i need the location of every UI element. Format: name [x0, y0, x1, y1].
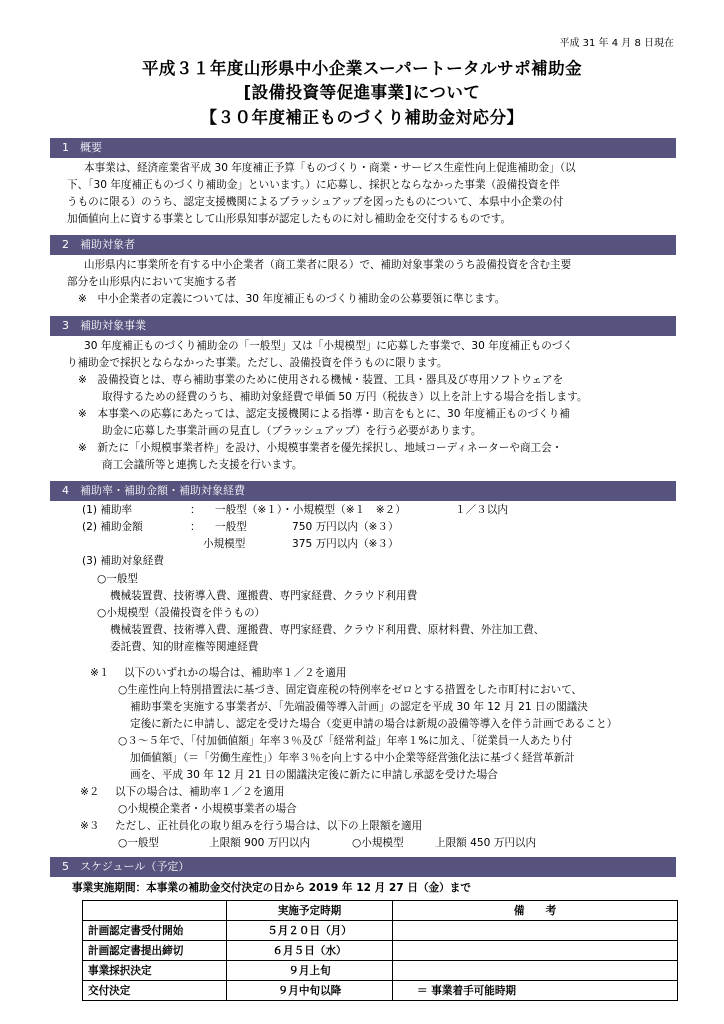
- projects-note: ※ 設備投資とは、専ら補助事業のために使用される機械・装置、工具・器具及び専用ソフトウェアを: [78, 374, 564, 386]
- overview-line: 加価値向上に資する事業として山形県知事が認定したものに対し補助金を交付するものです。: [67, 213, 512, 225]
- expense-general-items: 機械装置費、技術導入費、運搬費、専門家経費、クラウド利用費: [110, 590, 418, 602]
- projects-note: ※ 新たに「小規模事業者枠」を設け、小規模事業者を優先採択し、地域コーディネーターや商工会・: [78, 442, 563, 454]
- amount-general-type: 一般型: [215, 521, 247, 533]
- note2-condition: ○小規模企業者・小規模事業者の場合: [118, 803, 297, 815]
- table-cell: [393, 941, 678, 961]
- note3-text: ただし、正社員化の取り組みを行う場合は、以下の上限額を適用: [115, 820, 423, 832]
- table-cell: [393, 921, 678, 941]
- amount-small-type: 小規模型: [203, 538, 246, 550]
- table-header-row: [83, 901, 678, 921]
- note2-text: 以下の場合は、補助率１／２を適用: [115, 786, 285, 798]
- date-stamp: 平成 31 年 4 月 8 日現在: [559, 38, 674, 49]
- doc-title-line3: 【３０年度補正ものづくり補助金対応分】: [200, 108, 524, 127]
- overview-line: 本事業は、経済産業省平成 30 年度補正予算「ものづくり・商業・サービス生産性向上促進補助金」（以: [84, 162, 576, 174]
- note1-condition-line: 補助事業を実施する事業者が、「先端設備等導入計画」の認定を平成 30 年 12 月 21 日の閣議決: [130, 701, 588, 713]
- section-header-projects: [50, 316, 676, 336]
- note2-mark: ※２: [80, 786, 100, 798]
- section-header-overview: [50, 138, 676, 158]
- expense-small-items: 委託費、知的財産権等関連経費: [110, 641, 259, 653]
- table-cell: [393, 961, 678, 981]
- section-heading: 2 補助対象者: [62, 238, 135, 251]
- table-header-cell: 実施予定時期: [227, 901, 393, 921]
- section-header-eligible: [50, 235, 676, 255]
- doc-title-line1: 平成３１年度山形県中小企業スーパートータルサポ補助金: [141, 59, 583, 78]
- table-cell: 計画認定書提出締切: [83, 941, 227, 961]
- overview-line: 下、「30 年度補正ものづくり補助金」といいます。）に応募し、採択とならなかった事業（設備投資を伴: [67, 179, 560, 191]
- section-heading: 1 概要: [62, 141, 102, 154]
- overview-line: うものに限る）のうち、認定支援機関によるブラッシュアップを図ったものについて、本県中小企業の付: [67, 196, 564, 208]
- rate-label: (1) 補助率: [82, 504, 133, 516]
- section-heading: 5 スケジュール（予定）: [62, 860, 190, 873]
- amount-sep: ：: [190, 521, 201, 533]
- table-cell: 交付決定: [83, 981, 227, 1001]
- projects-line: 30 年度補正ものづくり補助金の「一般型」又は「小規模型」に応募した事業で、30 年度補正ものづく: [84, 340, 574, 352]
- note3-small: ○小規模型: [352, 837, 404, 849]
- projects-note-cont: 取得するための経費のうち、補助対象経費で単価 50 万円（税抜き）以上を計上する場合を指します。: [102, 391, 588, 403]
- table-cell: 計画認定書受付開始: [83, 921, 227, 941]
- note3-general-limit: 上限額 900 万円以内: [209, 837, 311, 849]
- note3-small-limit: 上限額 450 万円以内: [435, 837, 537, 849]
- table-cell: ５月２０日（月）: [227, 921, 393, 941]
- note3-general: ○一般型: [118, 837, 160, 849]
- section-header-rates: [50, 481, 676, 501]
- note1-condition-line: 定後に新たに申請し、認定を受けた場合（変更申請の場合は新規の設備等導入を伴う計画であること）: [130, 718, 618, 730]
- table-cell: ＝ 事業着手可能時期: [393, 981, 678, 1001]
- note1-text: 以下のいずれかの場合は、補助率１／２を適用: [124, 667, 347, 679]
- schedule-table: [82, 900, 678, 1001]
- table-cell: ６月５日（水）: [227, 941, 393, 961]
- projects-note-cont: 助金に応募した事業計画の見直し（ブラッシュアップ）を行う必要があります。: [102, 425, 482, 437]
- table-header-cell: [83, 901, 227, 921]
- expense-label: (3) 補助対象経費: [82, 555, 164, 567]
- rate-value: １／３以内: [455, 504, 508, 516]
- amount-small-value: 375 万円以内（※３）: [292, 538, 399, 550]
- eligible-note: ※ 中小企業者の定義については、30 年度補正ものづくり補助金の公募要領に準じます。: [78, 293, 506, 305]
- projects-note: ※ 本事業への応募にあたっては、認定支援機関による指導・助言をもとに、30 年度補正ものづくり補: [78, 408, 570, 420]
- table-row: [83, 941, 678, 961]
- table-cell: ９月上旬: [227, 961, 393, 981]
- amount-general-value: 750 万円以内（※３）: [292, 521, 399, 533]
- schedule-period: 事業実施期間：本事業の補助金交付決定の日から 2019 年 12 月 27 日（金）まで: [72, 882, 471, 894]
- table-cell: 事業採択決定: [83, 961, 227, 981]
- eligible-line: 山形県内に事業所を有する中小企業者（商工業者に限る）で、補助対象事業のうち設備投資を含む主要: [84, 259, 572, 271]
- table-row: [83, 961, 678, 981]
- section-heading: 4 補助率・補助金額・補助対象経費: [62, 484, 245, 497]
- table-cell: ９月中旬以降: [227, 981, 393, 1001]
- note1-condition-line: 画を、平成 30 年 12 月 21 日の閣議決定後に新たに申請し承認を受けた場合: [130, 769, 498, 781]
- doc-title-line2: [設備投資等促進事業]について: [243, 83, 481, 102]
- projects-note-cont: 商工会議所等と連携した支援を行います。: [102, 459, 303, 471]
- table-header-cell: 備 考: [393, 901, 678, 921]
- rate-types: 一般型（※１）・小規模型（※１ ※２）: [215, 504, 406, 516]
- expense-small-heading: ○小規模型（設備投資を伴うもの）: [97, 607, 266, 619]
- section-header-schedule: [50, 857, 676, 877]
- expense-general-heading: ○一般型: [97, 573, 139, 585]
- eligible-line: 部分を山形県内において実施する者: [67, 276, 237, 288]
- note3-mark: ※３: [80, 820, 100, 832]
- table-row: [83, 981, 678, 1001]
- section-heading: 3 補助対象事業: [62, 319, 146, 332]
- note1-condition-line: ○３～５年で、「付加価値額」年率３％及び「経常利益」年率１%に加え、「従業員一人あたり付: [118, 735, 573, 747]
- amount-label: (2) 補助金額: [82, 521, 143, 533]
- rate-sep: ：: [190, 504, 201, 516]
- table-row: [83, 921, 678, 941]
- expense-small-items: 機械装置費、技術導入費、運搬費、専門家経費、クラウド利用費、原材料費、外注加工費、: [110, 624, 545, 636]
- projects-line: り補助金で採択とならなかった事業。ただし、設備投資を伴うものに限ります。: [67, 357, 448, 369]
- note1-condition-line: ○生産性向上特別措置法に基づき、固定資産税の特例率をゼロとする措置をした市町村において、: [118, 684, 583, 696]
- note1-condition-line: 加価値額」（＝「労働生産性」）年率３％を向上する中小企業等経営強化法に基づく経営革新計: [130, 752, 575, 764]
- note1-mark: ※１: [90, 667, 110, 679]
